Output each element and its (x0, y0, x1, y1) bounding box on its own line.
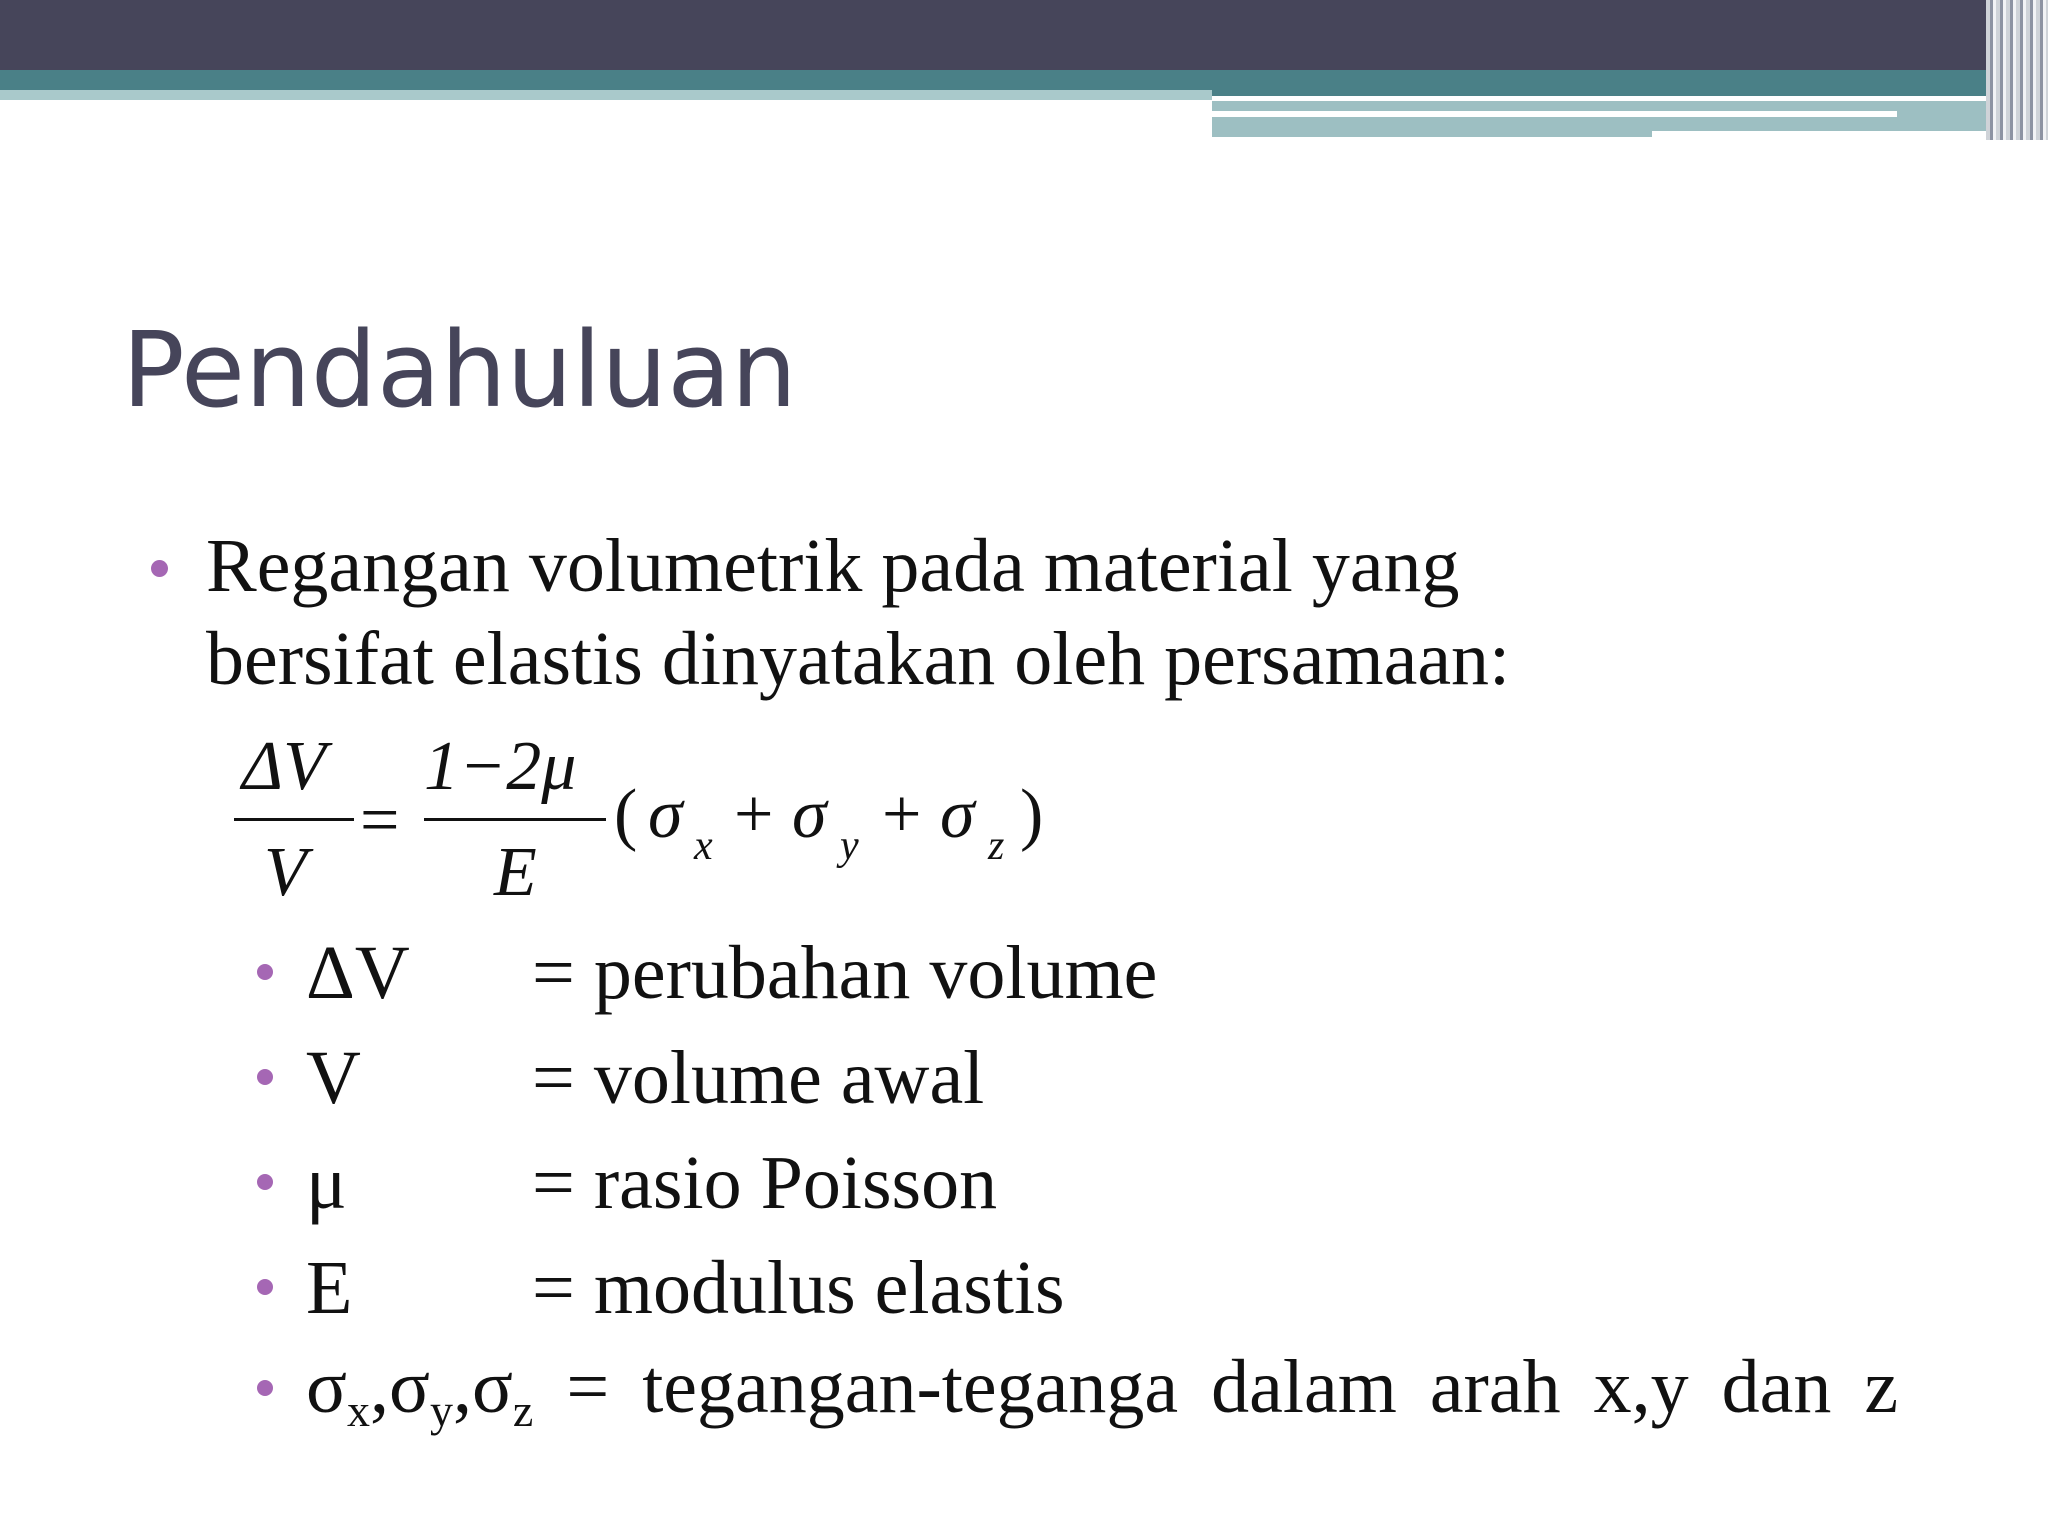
eq-rhs-fraction-bar (424, 818, 606, 821)
eq-lhs-numerator (242, 728, 326, 805)
bullet-icon (257, 1174, 273, 1190)
stress-comma-1: , (369, 1345, 389, 1429)
eq-sigma-z: σ (940, 776, 975, 853)
eq-plus-1: + (734, 776, 774, 853)
definition-symbol: E (306, 1246, 353, 1330)
stress-sub-x: x (346, 1385, 370, 1436)
eq-lhs-num-text: ΔV (242, 728, 326, 805)
definition-description: = perubahan volume (532, 931, 1158, 1015)
slide-title: Pendahuluan (122, 309, 797, 431)
intro-paragraph (206, 520, 1966, 706)
header-edge-stripes (1986, 0, 2048, 140)
eq-sigma-x: σ (648, 776, 683, 853)
definition-description: = rasio Poisson (532, 1141, 998, 1225)
definition-symbol: ΔV (306, 931, 410, 1015)
eq-lhs-denominator: V (264, 834, 307, 911)
eq-sigma-y: σ (792, 776, 827, 853)
bullet-icon (257, 1380, 273, 1396)
intro-line-1: Regangan volumetrik pada material yang (206, 524, 1460, 608)
header-bar-dark (0, 0, 1990, 70)
definition-symbol: V (306, 1036, 361, 1120)
eq-lhs-fraction-bar (234, 818, 354, 821)
stress-sigma-x: σ (306, 1345, 347, 1429)
eq-open-paren: ( (614, 776, 638, 853)
bullet-icon (257, 1279, 273, 1295)
stress-definition-item (306, 1342, 1899, 1436)
eq-sub-z: z (988, 823, 1005, 869)
definition-description: = modulus elastis (532, 1246, 1065, 1330)
definition-symbol: μ (306, 1141, 347, 1225)
eq-sub-x: x (694, 823, 713, 869)
header-bar-light (0, 90, 1212, 100)
bullet-icon (257, 964, 273, 980)
intro-line-2: bersifat elastis dinyatakan oleh persamaan: (206, 617, 1511, 701)
eq-equals: = (360, 782, 400, 859)
stress-sigma-y: σ (388, 1345, 430, 1429)
bullet-icon (257, 1069, 273, 1085)
volumetric-strain-equation (232, 720, 1092, 920)
eq-rhs-denominator: E (494, 834, 537, 911)
stress-sub-z: z (512, 1385, 534, 1436)
header-white-line (1212, 111, 1897, 117)
eq-sub-y: y (840, 823, 859, 869)
stress-description: = tegangan-teganga dalam arah x,y dan z (566, 1345, 1899, 1429)
definition-description: = volume awal (532, 1036, 985, 1120)
header-white-step (1652, 131, 1990, 139)
stress-sigma-z: σ (471, 1345, 513, 1429)
bullet-icon (151, 560, 168, 577)
stress-comma-2: , (452, 1345, 472, 1429)
eq-rhs-numerator: 1−2μ (424, 728, 577, 805)
eq-plus-2: + (882, 776, 922, 853)
eq-close-paren: ) (1020, 776, 1044, 853)
stress-sub-y: y (429, 1385, 453, 1436)
